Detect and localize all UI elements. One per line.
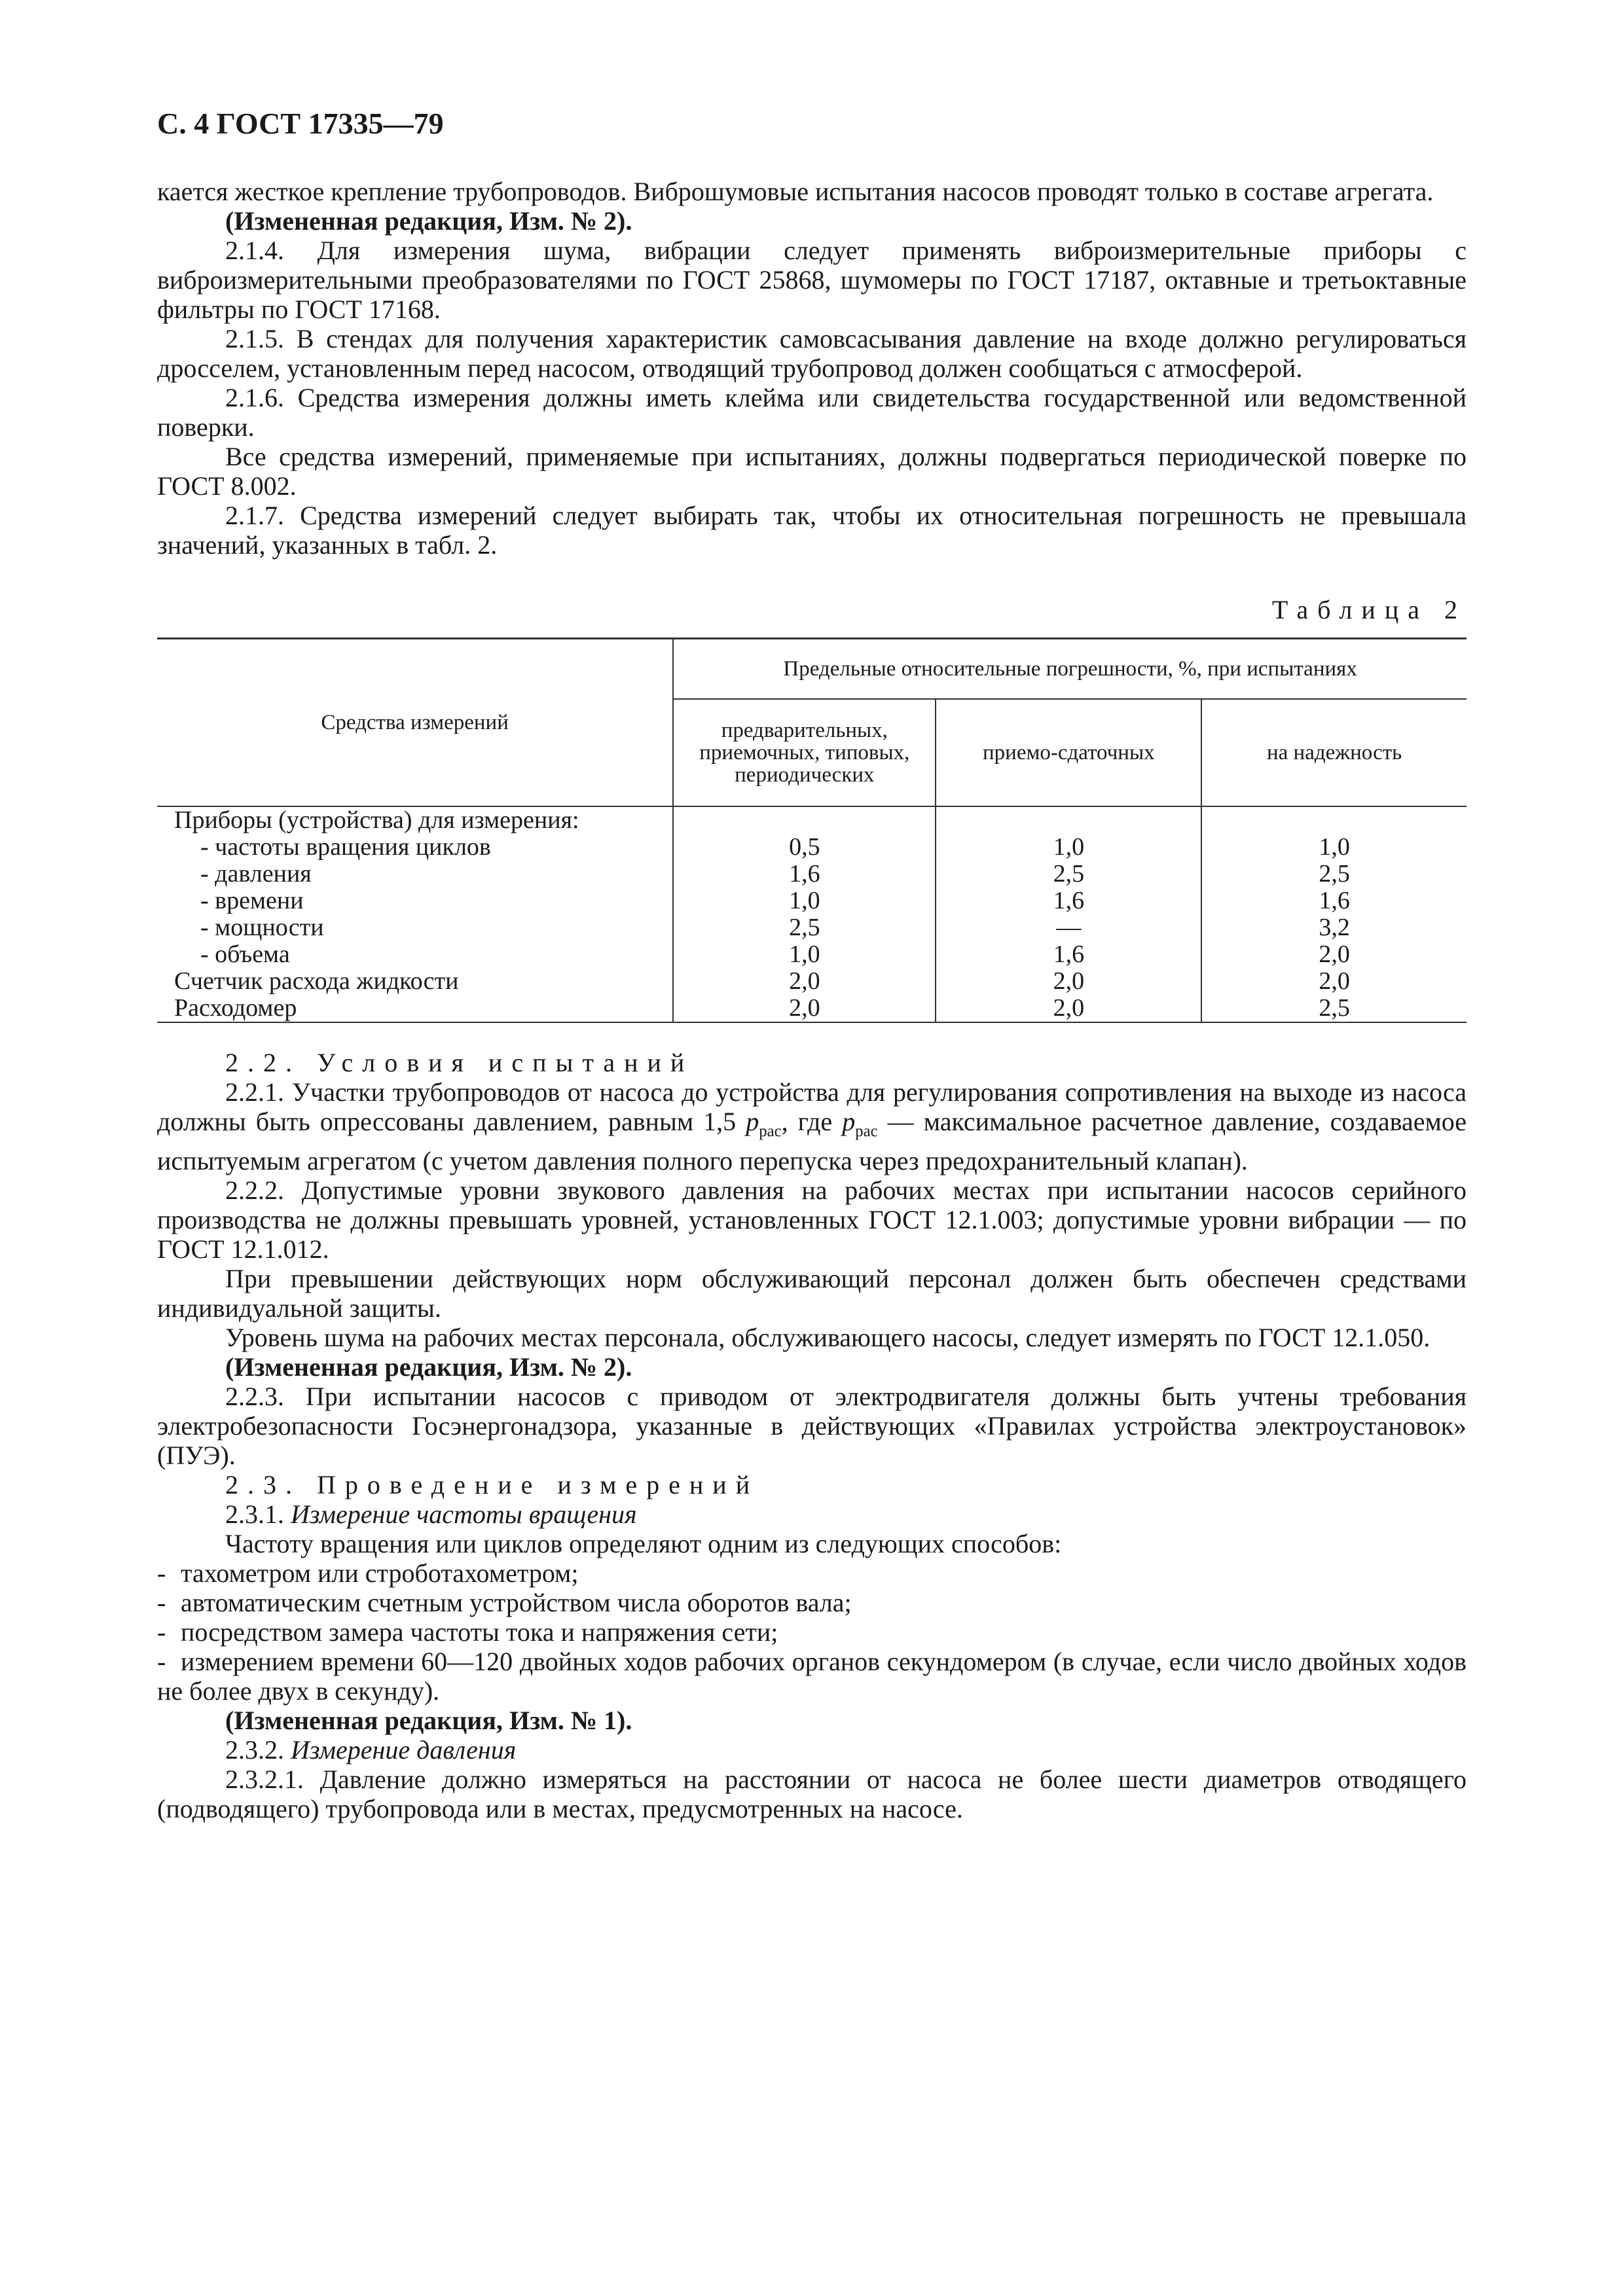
- section-2-3-title: 2.3. Проведение измерений: [225, 1470, 759, 1499]
- list-item: [157, 1617, 1467, 1647]
- heading-2-3-2: 2.3.2. Измерение давления: [225, 1735, 517, 1765]
- para-2-2-2-c: Уровень шума на рабочих местах персонала, обслуживающего насосы, следует измерять по ГОСТ 12.1.050.: [225, 1323, 1431, 1352]
- table-cell-value: 1,6: [789, 860, 820, 888]
- para-2-2-1: 2.2.1. Участки трубопроводов от насоса до устройства для регулирования сопротивления на выходе из насоса должны быть опрессованы давлением, равным 1,5 $p_{рас}$, где $p_{рас}$ — максимальное расчетное давление, создаваемое испытуемым агрегатом (с учетом давления полного перепуска через предохранительный клапан).: [157, 1077, 1467, 1175]
- table-subheader-1: предварительных, приемочных, типовых, периодических: [673, 699, 936, 806]
- table-row-name: - времени: [200, 887, 304, 914]
- amendment-note-1: (Измененная редакция, Изм. № 1).: [225, 1706, 632, 1735]
- table-col-acceptance: [936, 806, 1201, 1022]
- list-item-text: измерением времени 60—120 двойных ходов рабочих органов секундомером (в случае, если число двойных ходов не более двух в секунду).: [157, 1647, 1467, 1706]
- paragraph: 2.1.7. Средства измерений следует выбирать так, чтобы их относительная погрешность не превышала значений, указанных в табл. 2.: [157, 501, 1467, 560]
- list-item-text: посредством замера частоты тока и напряжения сети;: [181, 1617, 778, 1647]
- paragraph: 2.1.6. Средства измерения должны иметь клейма или свидетельства государственной или ведомственной поверки.: [157, 383, 1467, 442]
- table-row-name: - частоты вращения циклов: [200, 833, 491, 861]
- table-cell-value: 1,6: [1319, 887, 1350, 914]
- list-item: [157, 1588, 1467, 1617]
- table-cell-value: 2,5: [1319, 994, 1350, 1022]
- paragraph: кается жесткое крепление трубопроводов. Виброшумовые испытания насосов проводят только в составе агрегата.: [157, 177, 1434, 206]
- table-body-row: [157, 806, 1467, 1022]
- table-cell-value: 1,6: [1053, 941, 1085, 968]
- section-2-2-title: 2.2. Условия испытаний: [225, 1048, 694, 1077]
- table-col-reliability: [1201, 806, 1467, 1022]
- table-cell-value: 2,0: [1319, 967, 1350, 995]
- list-dash: -: [157, 1558, 166, 1588]
- table-cell-value: 1,0: [789, 887, 820, 914]
- table-cell-value: 2,5: [1053, 860, 1085, 888]
- para-2-2-2: 2.2.2. Допустимые уровни звукового давления на рабочих местах при испытании насосов серийного производства не должны превышать уровней, установленных ГОСТ 12.1.003; допустимые уровни вибрации — по ГОСТ 12.1.012.: [157, 1175, 1467, 1264]
- table-row-name: Счетчик расхода жидкости: [174, 967, 459, 995]
- para-2-3-2-1: 2.3.2.1. Давление должно измеряться на расстоянии от насоса не более шести диаметров отводящего (подводящего) трубопровода или в местах, предусмотренных на насосе.: [157, 1765, 1467, 1823]
- table-cell-value: 1,0: [789, 941, 820, 968]
- paragraph: (Измененная редакция, Изм. № 2).: [225, 206, 632, 236]
- table-col-prelim: [673, 806, 936, 1022]
- table-cell-value: 2,0: [1053, 967, 1085, 995]
- list-item-text: тахометром или строботахометром;: [181, 1558, 579, 1588]
- list-item: [157, 1558, 1467, 1588]
- list-dash: -: [157, 1647, 166, 1676]
- methods-list: [157, 1558, 1467, 1706]
- paragraph: Все средства измерений, применяемые при испытаниях, должны подвергаться периодической поверке по ГОСТ 8.002.: [157, 442, 1467, 501]
- table-cell-value: 0,5: [789, 833, 820, 861]
- table-subheader-3: на надежность: [1201, 699, 1467, 806]
- list-dash: -: [157, 1588, 166, 1617]
- table-cell-value: 2,5: [1319, 860, 1350, 888]
- para-2-3-1: Частоту вращения или циклов определяют одним из следующих способов:: [225, 1529, 1062, 1558]
- accuracy-table: [157, 637, 1467, 1023]
- list-item: [157, 1647, 1467, 1706]
- table-cell-value: 1,0: [1319, 833, 1350, 861]
- table-row-name: - объема: [200, 941, 290, 968]
- table-cell-value: 2,0: [1319, 941, 1350, 968]
- table-row-name: Расходомер: [174, 994, 297, 1022]
- top-paragraphs: [157, 177, 1467, 560]
- table-caption: Таблица 2: [1271, 595, 1467, 624]
- document-body: [157, 177, 1467, 1823]
- list-dash: -: [157, 1617, 166, 1647]
- table-cell-value: —: [1056, 914, 1082, 941]
- table-group-title: Приборы (устройства) для измерения:: [174, 806, 579, 834]
- table-col-names: [157, 806, 673, 1022]
- table-header-group: Предельные относительные погрешности, %, при испытаниях: [673, 639, 1467, 700]
- para-2-2-3: 2.2.3. При испытании насосов с приводом от электродвигателя должны быть учтены требования электробезопасности Госэнергонадзора, указанные в действующих «Правилах устройства электроустановок» (ПУЭ).: [157, 1382, 1467, 1470]
- table-subheader-2: приемо-сдаточных: [936, 699, 1201, 806]
- table-row-name: - мощности: [200, 914, 324, 941]
- paragraph: 2.1.5. В стендах для получения характеристик самовсасывания давление на входе должно регулироваться дросселем, установленным перед насосом, отводящий трубопровод должен сообщаться с атмосферой.: [157, 324, 1467, 383]
- table-cell-value: 1,6: [1053, 887, 1085, 914]
- paragraph: 2.1.4. Для измерения шума, вибрации следует применять виброизмерительные приборы с виброизмерительными преобразователями по ГОСТ 25868, шумомеры по ГОСТ 17187, октавные и третьоктавные фильтры по ГОСТ 17168.: [157, 236, 1467, 324]
- table-header-instruments: Средства измерений: [157, 639, 673, 807]
- page-header: С. 4 ГОСТ 17335—79: [157, 107, 444, 140]
- table-row-name: - давления: [200, 860, 312, 888]
- table-cell-value: 3,2: [1319, 914, 1350, 941]
- table-cell-value: 2,5: [789, 914, 820, 941]
- list-item-text: автоматическим счетным устройством числа оборотов вала;: [181, 1588, 852, 1617]
- para-2-2-2-b: При превышении действующих норм обслуживающий персонал должен быть обеспечен средствами индивидуальной защиты.: [157, 1264, 1467, 1323]
- table-cell-value: 2,0: [789, 967, 820, 995]
- table-cell-value: 2,0: [789, 994, 820, 1022]
- table-cell-value: 2,0: [1053, 994, 1085, 1022]
- heading-2-3-1: 2.3.1. Измерение частоты вращения: [225, 1499, 637, 1529]
- table-cell-value: 1,0: [1053, 833, 1085, 861]
- amendment-note-2: (Измененная редакция, Изм. № 2).: [225, 1352, 632, 1382]
